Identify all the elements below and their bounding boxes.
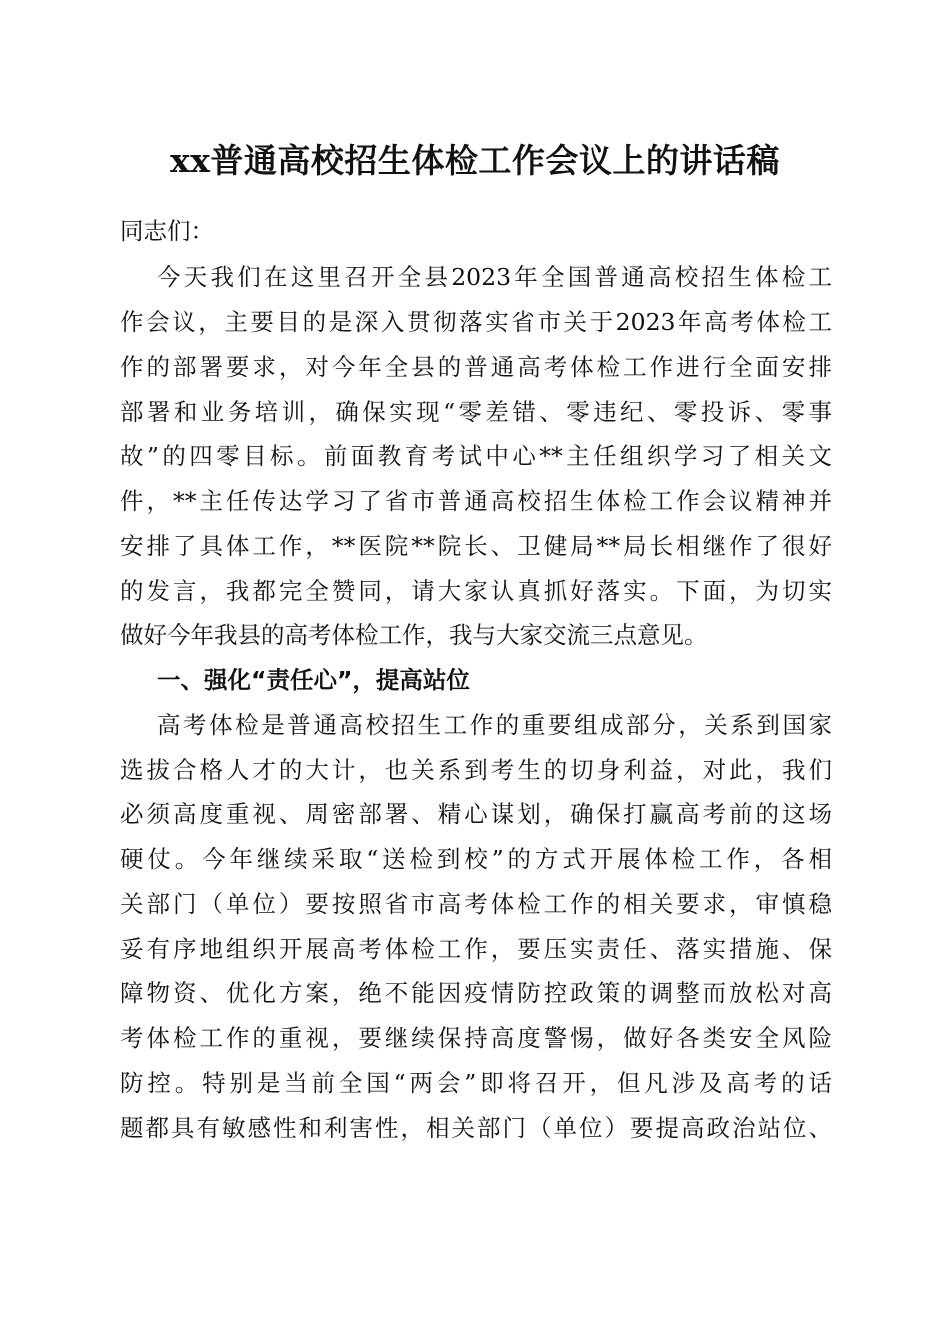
paragraph-line: 必须高度重视、周密部署、精心谋划，确保打赢高考前的这场	[120, 800, 832, 828]
paragraph-line: 硬仗。今年继续采取“送检到校”的方式开展体检工作，各相	[120, 845, 832, 873]
document-title: xx普通高校招生体检工作会议上的讲话稿	[170, 141, 780, 180]
salutation: 同志们：	[120, 217, 214, 245]
paragraph-line: 的发言，我都完全赞同，请大家认真抓好落实。下面，为切实	[120, 577, 832, 605]
paragraph-line: 障物资、优化方案，绝不能因疫情防控政策的调整而放松对高	[120, 979, 832, 1007]
paragraph-line: 妥有序地组织开展高考体检工作，要压实责任、落实措施、保	[120, 935, 832, 963]
paragraph-line: 题都具有敏感性和利害性，相关部门（单位）要提高政治站位、	[120, 1114, 832, 1142]
section-heading-1: 一、强化“责任心”，提高站位	[157, 666, 470, 694]
paragraph-line: 做好今年我县的高考体检工作，我与大家交流三点意见。	[120, 621, 708, 649]
paragraph-line: 作的部署要求，对今年全县的普通高考体检工作进行全面安排	[120, 353, 832, 381]
paragraph-line: 件，**主任传达学习了省市普通高校招生体检工作会议精神并	[120, 487, 832, 515]
paragraph-line: 部署和业务培训，确保实现“零差错、零违纪、零投诉、零事	[120, 398, 832, 426]
paragraph-line: 今天我们在这里召开全县2023年全国普通高校招生体检工	[157, 263, 832, 291]
paragraph-line: 安排了具体工作，**医院**院长、卫健局**局长相继作了很好	[120, 532, 832, 560]
paragraph-line: 作会议，主要目的是深入贯彻落实省市关于2023年高考体检工	[120, 308, 832, 336]
paragraph-line: 选拔合格人才的大计，也关系到考生的切身利益，对此，我们	[120, 756, 832, 784]
paragraph-line: 故”的四零目标。前面教育考试中心**主任组织学习了相关文	[120, 442, 832, 470]
paragraph-line: 考体检工作的重视，要继续保持高度警惕，做好各类安全风险	[120, 1024, 832, 1052]
paragraph-line: 关部门（单位）要按照省市高考体检工作的相关要求，审慎稳	[120, 890, 832, 918]
paragraph-line: 防控。特别是当前全国“两会”即将召开，但凡涉及高考的话	[120, 1069, 832, 1097]
paragraph-line: 高考体检是普通高校招生工作的重要组成部分，关系到国家	[157, 711, 832, 739]
